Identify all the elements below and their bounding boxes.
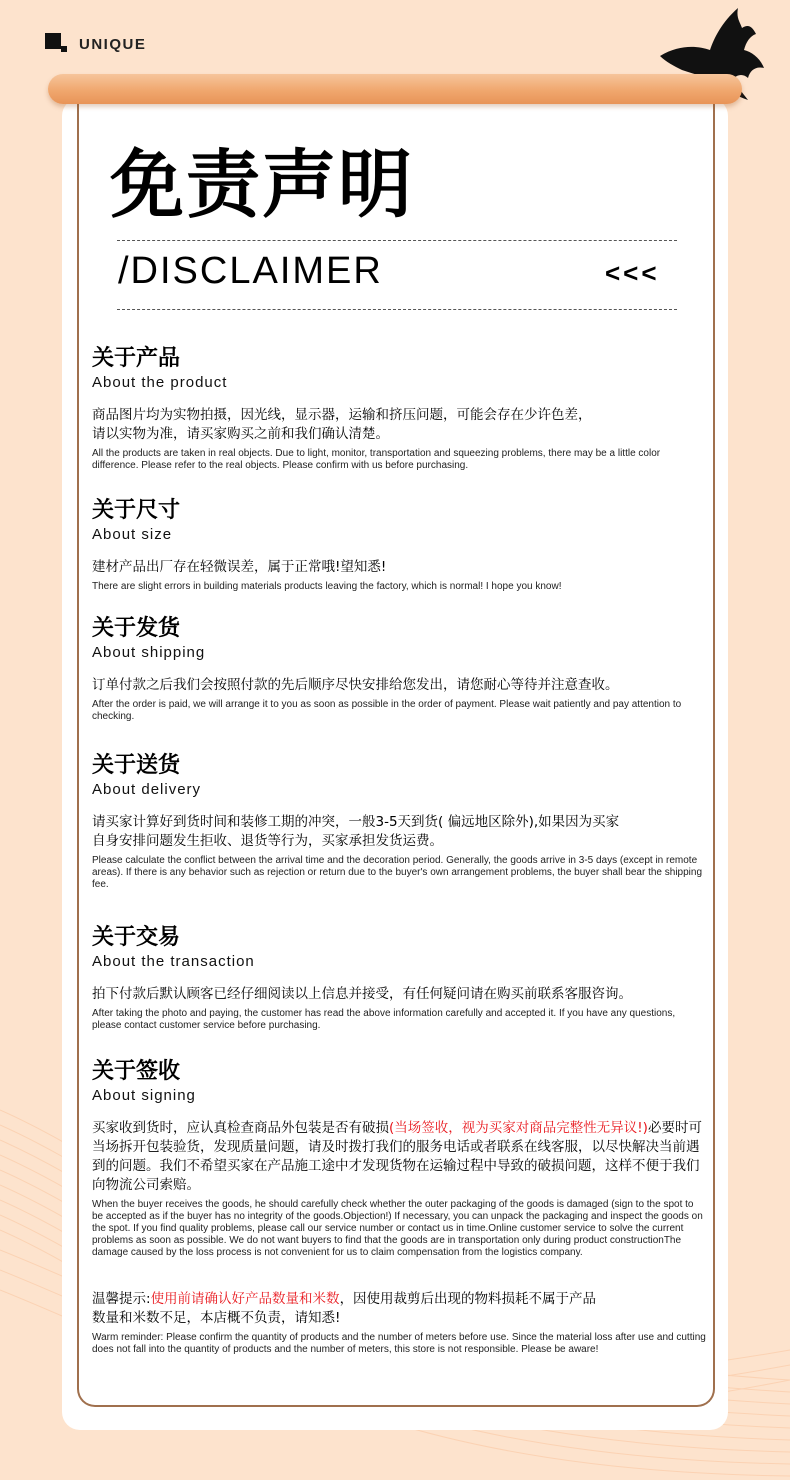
signing-text-after: 必要时可当场拆开包装验货，发现质量问题，请及时拨打我们的服务电话或者联系在线客服，以尽快解决当前遇到的问题。我们不希望买家在产品施工途中才发现货物在运输过程中导致的破损问题，这样不便于我们向物流公司索赔。	[92, 1120, 702, 1193]
section-transaction	[92, 925, 706, 1032]
section-text-zh: 建材产品出厂存在轻微误差，属于正常哦!望知悉!	[92, 559, 387, 575]
section-subtitle: About the product	[92, 374, 228, 391]
section-signing	[92, 1059, 706, 1259]
section-subtitle: About signing	[92, 1087, 196, 1104]
reminder-text-after: ，因使用裁剪后出现的物料损耗不属于产品 数量和米数不足，本店概不负责，请知悉!	[92, 1291, 597, 1326]
section-title: 关于交易	[92, 925, 181, 950]
section-title: 关于尺寸	[92, 498, 181, 523]
section-text-zh: 请买家计算好到货时间和装修工期的冲突，一般3-5天到货( 偏远地区除外),如果因为买家 自身安排问题发生拒收、退货等行为，买家承担发货运费。	[92, 814, 620, 849]
section-text-en: After taking the photo and paying, the customer has read the above information carefully and accepted it. If you have any questions, please contact customer service before purchasing.	[92, 1008, 676, 1031]
section-delivery	[92, 753, 706, 891]
section-text-en: After the order is paid, we will arrange it to you as soon as possible in the order of payment. Please wait patiently and pay attention to checking.	[92, 699, 682, 722]
section-title: 关于产品	[92, 346, 181, 371]
section-text-en: Please calculate the conflict between the arrival time and the decoration period. Generally, the goods arrive in 3-5 days (except in remote areas). If there is any behavior such as rejection or return due to the buyer's own arrangement problems, the buyer shall bear the shipping fee.	[92, 855, 703, 890]
reminder-text-en: Warm reminder: Please confirm the quantity of products and the number of meters before use. Since the material loss after use and cutting does not fall into the quantity of products and the number of meters, this store is not responsible. Please be aware!	[92, 1332, 706, 1355]
section-text-en: When the buyer receives the goods, he should carefully check whether the outer packaging of the goods is damaged (sign to the spot to be accepted as if the buyer has no integrity of the goods.Objection!) If necessary, you can unpack the packaging and inspect the goods on the spot. If you find quality problems, please call our service number or contact us in time.Online customer service to solve the current problems as soon as possible. We do not want buyers to find that the goods are in transportation only during product constructionThe damage caused by the loss process is not convenient for us to claim compensation from the logistics company.	[92, 1199, 703, 1258]
reminder-highlight: 使用前请确认好产品数量和米数	[150, 1291, 340, 1307]
section-title: 关于发货	[92, 616, 181, 641]
divider-top	[117, 240, 677, 241]
section-subtitle: About size	[92, 526, 173, 543]
square-logo-icon	[45, 33, 67, 55]
section-text-zh: 订单付款之后我们会按照付款的先后顺序尽快安排给您发出，请您耐心等待并注意查收。	[92, 677, 619, 693]
scroll-bar-decoration	[48, 74, 742, 104]
reminder-label: 温馨提示:	[92, 1291, 151, 1307]
divider-bottom	[117, 309, 677, 310]
section-title: 关于签收	[92, 1059, 181, 1084]
brand	[45, 32, 146, 56]
section-size	[92, 498, 706, 593]
signing-text-before: 买家收到货时，应认真检查商品外包装是否有破损	[92, 1120, 389, 1136]
section-subtitle: About delivery	[92, 781, 202, 798]
section-title: 关于送货	[92, 753, 181, 778]
section-product	[92, 346, 706, 472]
page-title-zh: 免责声明	[110, 142, 414, 228]
page-title-en: /DISCLAIMER	[118, 250, 383, 292]
section-subtitle: About shipping	[92, 644, 206, 661]
section-text-zh: 拍下付款后默认顾客已经仔细阅读以上信息并接受，有任何疑问请在购买前联系客服咨询。	[92, 986, 632, 1002]
reminder-text-zh	[92, 1290, 706, 1328]
brand-name: UNIQUE	[79, 35, 147, 53]
section-text-en: There are slight errors in building materials products leaving the factory, which is normal! I hope you know!	[92, 581, 562, 592]
arrows-decoration: <<<	[605, 258, 660, 288]
section-text-en: All the products are taken in real objects. Due to light, monitor, transportation and squeezing problems, there may be a little color difference. Please refer to the real objects. Please confirm with us before purchasing.	[92, 448, 661, 471]
section-reminder	[92, 1290, 706, 1356]
section-text-zh: 商品图片均为实物拍摄，因光线，显示器，运输和挤压问题，可能会存在少许色差， 请以实物为准，请买家购买之前和我们确认清楚。	[92, 407, 592, 442]
section-shipping	[92, 616, 706, 723]
section-text-zh	[92, 1119, 706, 1195]
signing-text-highlight: (当场签收，视为买家对商品完整性无异议!)	[389, 1120, 648, 1136]
section-subtitle: About the transaction	[92, 953, 255, 970]
